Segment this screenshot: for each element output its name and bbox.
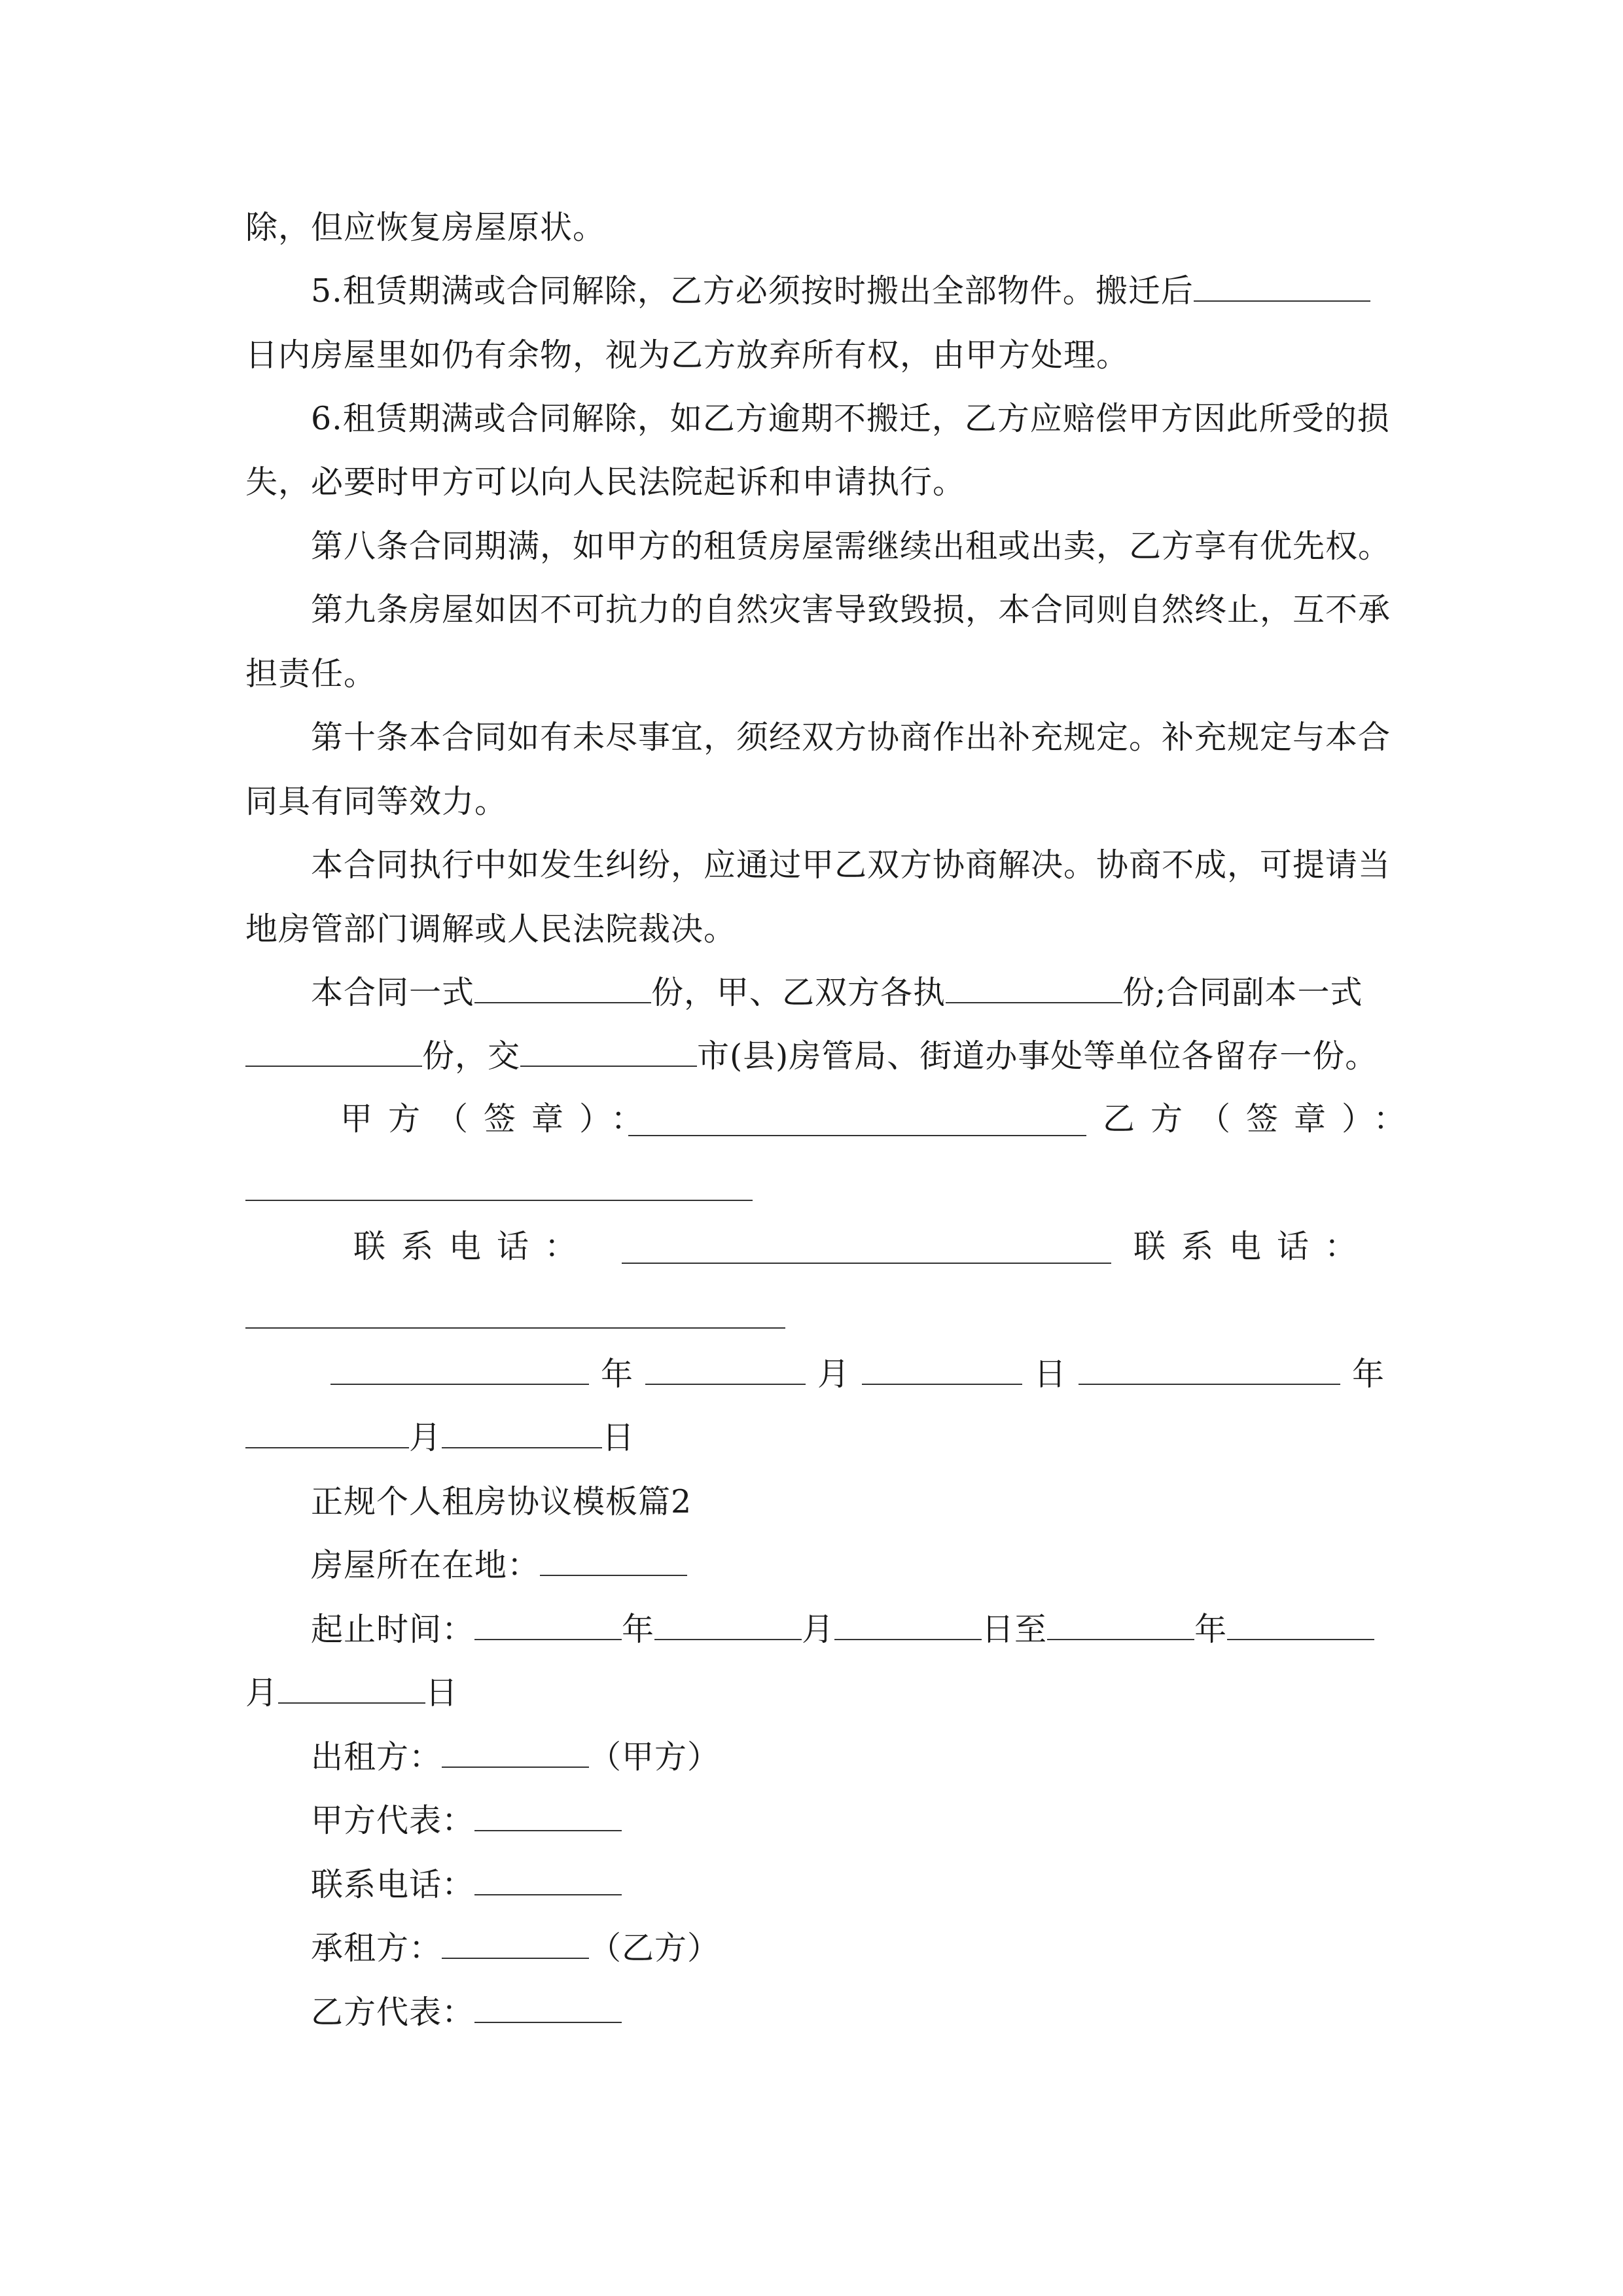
article-10-cont xyxy=(245,782,507,821)
fill-blank-day-b[interactable] xyxy=(442,1418,602,1448)
start-month-input[interactable] xyxy=(654,1610,802,1640)
text: 日 xyxy=(425,1674,459,1712)
period-row-cont xyxy=(245,1674,458,1713)
lessee-input[interactable] xyxy=(442,1929,589,1959)
fill-blank-duplicate-copies[interactable] xyxy=(245,1037,422,1067)
copies-clause xyxy=(311,973,1363,1013)
phone-input[interactable] xyxy=(474,1865,622,1895)
text: 日内房屋里如仍有余物，视为乙方放弃所有权，由甲方处理。 xyxy=(245,336,1130,374)
text: 担责任。 xyxy=(245,655,377,692)
end-month-input[interactable] xyxy=(1227,1610,1374,1640)
text: 5.租赁期满或合同解除，乙方必须按时搬出全部物件。搬迁后 xyxy=(311,272,1194,310)
fill-blank-year[interactable] xyxy=(330,1355,589,1385)
end-day-input[interactable] xyxy=(278,1674,425,1704)
phone-row xyxy=(311,1865,622,1905)
article-8 xyxy=(311,527,1391,566)
fill-blank-days[interactable] xyxy=(1194,272,1370,302)
text: 甲方代表： xyxy=(311,1802,475,1839)
start-year-input[interactable] xyxy=(474,1610,622,1640)
fill-blank-year-b[interactable] xyxy=(1079,1355,1340,1385)
text: 本合同一式 xyxy=(311,974,475,1011)
fill-blank-each-copies[interactable] xyxy=(946,973,1122,1003)
text: 第八条合同期满，如甲方的租赁房屋需继续出租或出卖，乙方享有优先权。 xyxy=(311,528,1391,565)
fill-blank-month-b[interactable] xyxy=(245,1418,409,1448)
text: 出租方： xyxy=(311,1738,442,1776)
text: 月 xyxy=(817,1355,851,1393)
text: 年 xyxy=(1194,1611,1228,1648)
text: 年 xyxy=(1352,1355,1385,1393)
end-year-input[interactable] xyxy=(1047,1610,1194,1640)
text: 月 xyxy=(409,1419,442,1456)
period-row xyxy=(311,1610,1374,1649)
text: 除，但应恢复房屋原状。 xyxy=(245,209,606,246)
lessee-row xyxy=(311,1929,720,1968)
fill-blank-day[interactable] xyxy=(862,1355,1022,1385)
start-day-input[interactable] xyxy=(834,1610,982,1640)
clause-7-6 xyxy=(311,399,1390,439)
text: （甲方） xyxy=(589,1738,721,1776)
party-b-date-cont xyxy=(245,1418,635,1458)
party-b-phone-label: 联系电话： xyxy=(1133,1228,1373,1265)
text: 承租方： xyxy=(311,1929,442,1967)
party-b-signature-line[interactable] xyxy=(245,1200,753,1201)
dispute-clause xyxy=(311,846,1391,885)
text: 日 xyxy=(602,1419,635,1456)
fill-blank-city[interactable] xyxy=(520,1037,697,1067)
party-a-signature-label: 甲方（签章）： xyxy=(340,1100,659,1138)
article-9 xyxy=(311,590,1391,630)
text: 市(县)房管局、街道办事处等单位各留存一份。 xyxy=(697,1037,1378,1075)
text: 月 xyxy=(802,1611,835,1648)
copies-clause-cont xyxy=(245,1037,1378,1076)
party-a-phone-line[interactable] xyxy=(622,1263,1111,1264)
text: 份;合同副本一式 xyxy=(1122,974,1363,1011)
article-10 xyxy=(311,718,1391,757)
text: 地房管部门调解或人民法院裁决。 xyxy=(245,910,737,948)
text: 年 xyxy=(601,1355,634,1393)
text: 年 xyxy=(622,1611,655,1648)
text: 房屋所在在地： xyxy=(311,1547,541,1584)
text: 第十条本合同如有未尽事宜，须经双方协商作出补充规定。补充规定与本合 xyxy=(311,719,1391,756)
dispute-clause-cont xyxy=(245,910,736,949)
text: 联系电话： xyxy=(311,1866,475,1903)
fill-blank-month[interactable] xyxy=(645,1355,806,1385)
text: 本合同执行中如发生纠纷，应通过甲乙双方协商解决。协商不成，可提请当 xyxy=(311,846,1391,884)
text: 乙方代表： xyxy=(311,1994,475,2031)
clause-7-5-cont xyxy=(245,336,1129,375)
a-rep-input[interactable] xyxy=(474,1801,622,1831)
party-a-signature-line[interactable] xyxy=(628,1135,1086,1136)
location-row xyxy=(311,1546,687,1585)
b-rep-input[interactable] xyxy=(474,1993,622,2023)
fill-blank-copies[interactable] xyxy=(474,973,651,1003)
clause-7-6-cont xyxy=(245,463,965,502)
text: 份，甲、乙双方各执 xyxy=(651,974,946,1011)
text: （乙方） xyxy=(589,1929,721,1967)
text: 月 xyxy=(245,1674,279,1712)
text: 第九条房屋如因不可抗力的自然灾害导致毁损，本合同则自然终止，互不承 xyxy=(311,591,1391,628)
clause-7-5 xyxy=(311,272,1370,311)
clause-7-4-end xyxy=(245,208,605,247)
a-rep-row xyxy=(311,1801,622,1840)
text: 6.租赁期满或合同解除，如乙方逾期不搬迁，乙方应赔偿甲方因此所受的损 xyxy=(311,400,1390,437)
party-a-date xyxy=(330,1355,1385,1394)
lessor-input[interactable] xyxy=(442,1738,589,1768)
section-title: 正规个人租房协议模板篇2 xyxy=(311,1483,692,1520)
lessor-row xyxy=(311,1738,720,1777)
text: 日至 xyxy=(982,1611,1048,1648)
text: 日 xyxy=(1034,1355,1067,1393)
text: 同具有同等效力。 xyxy=(245,783,508,820)
text: 起止时间： xyxy=(311,1611,475,1648)
article-9-cont xyxy=(245,655,376,694)
b-rep-row xyxy=(311,1993,622,2032)
party-b-phone-line[interactable] xyxy=(245,1327,785,1329)
location-input[interactable] xyxy=(540,1546,687,1576)
text: 份，交 xyxy=(422,1037,521,1075)
party-a-phone-label: 联系电话： xyxy=(353,1228,593,1265)
text: 失，必要时甲方可以向人民法院起诉和申请执行。 xyxy=(245,463,966,501)
party-b-signature-label: 乙方（签章）： xyxy=(1103,1100,1421,1138)
